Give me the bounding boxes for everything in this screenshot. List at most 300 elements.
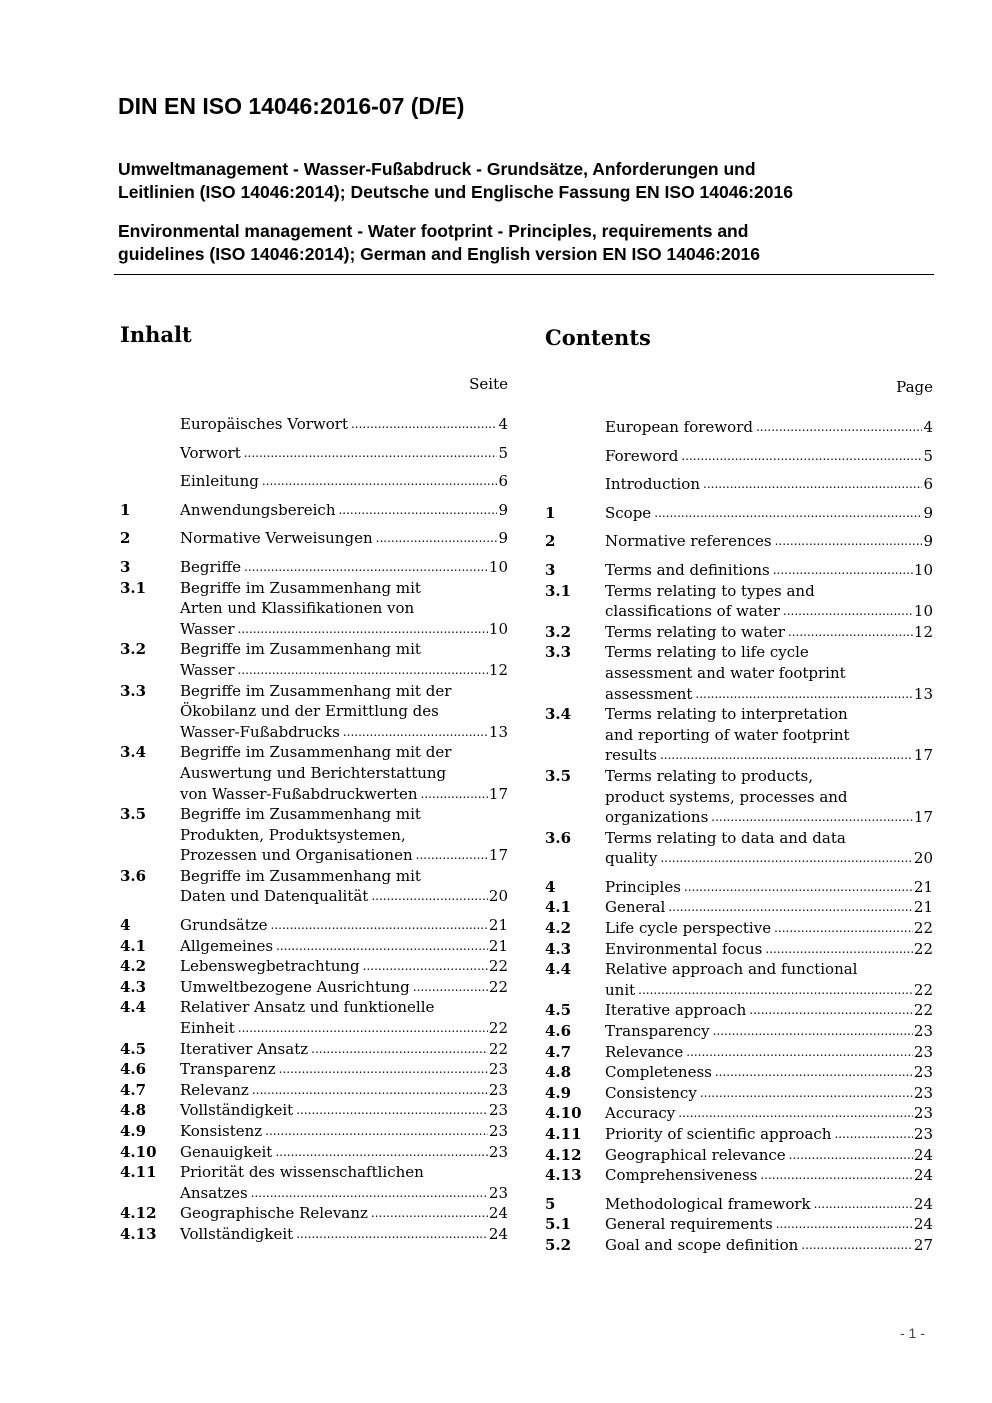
page-column-label: Seite (469, 375, 508, 393)
toc-entry-title: and reporting of water footprint (605, 725, 850, 744)
toc-entry-page: 12 (913, 622, 933, 641)
toc-entry-body (605, 1103, 933, 1124)
toc-entry-page: 9 (498, 500, 508, 519)
toc-entry-title: Goal and scope definition (605, 1235, 799, 1254)
toc-entry-title: Vollständigkeit (180, 1101, 294, 1120)
toc-entry-number: 3.4 (120, 743, 147, 762)
toc-entry-page: 27 (913, 1235, 933, 1254)
toc-entry-title: Auswertung und Berichterstattung (180, 763, 447, 782)
toc-entry[interactable] (120, 639, 508, 680)
toc-entry-body (180, 1121, 508, 1142)
dot-leader (678, 1103, 913, 1124)
toc-entry-leader-line (180, 936, 508, 957)
toc-entry-number: 4.7 (120, 1080, 147, 1099)
dot-leader (343, 722, 488, 743)
toc-entry[interactable] (545, 918, 933, 939)
toc-entry-body (180, 443, 508, 464)
toc-entry[interactable] (545, 1145, 933, 1166)
toc-entry-leader-line (605, 503, 933, 524)
toc-entry-number: 3.5 (545, 766, 572, 785)
toc-entry-title: Relative approach and functional (605, 960, 858, 979)
toc-entry-body (605, 1194, 933, 1215)
toc-entry-title: Terms and definitions (605, 560, 770, 579)
toc-entry[interactable] (545, 959, 933, 1000)
toc-entry[interactable] (120, 1224, 508, 1245)
toc-entry-page: 17 (913, 746, 933, 765)
toc-entry-number: 2 (545, 532, 556, 551)
toc-entry-leader-line (180, 471, 508, 492)
toc-entry[interactable] (545, 474, 933, 495)
toc-entry-page: 10 (488, 619, 508, 638)
toc-entry-title: Completeness (605, 1063, 712, 1082)
toc-entry[interactable] (545, 1235, 933, 1256)
dot-leader (238, 660, 488, 681)
toc-entry-page: 23 (488, 1101, 508, 1120)
toc-entry-leader-line (605, 980, 933, 1001)
toc-entry-number: 3.6 (545, 828, 572, 847)
toc-entry-leader-line (180, 528, 508, 549)
toc-entry-title: Europäisches Vorwort (180, 415, 348, 433)
toc-entry[interactable] (545, 1042, 933, 1063)
toc-entry[interactable] (545, 766, 933, 828)
toc-entry-page: 24 (913, 1145, 933, 1164)
toc-entry-title: Comprehensiveness (605, 1166, 758, 1185)
dot-leader (251, 1183, 488, 1204)
toc-entry[interactable] (120, 500, 508, 521)
toc-entry-page: 22 (488, 957, 508, 976)
toc-entry-title: Wasser (180, 660, 235, 679)
toc-entry-title: quality (605, 849, 658, 868)
toc-entry-title: Vollständigkeit (180, 1224, 294, 1243)
dot-leader (765, 939, 913, 960)
toc-entry-body (605, 642, 933, 704)
toc-entry-leader-line (605, 560, 933, 581)
toc-entry-title: Ansatzes (180, 1183, 248, 1202)
toc-entry-title: Begriffe im Zusammenhang mit (180, 640, 421, 659)
toc-entry-body (605, 939, 933, 960)
toc-entry-page: 9 (923, 503, 933, 522)
toc-entry-title: Einleitung (180, 472, 259, 491)
toc-entry[interactable] (120, 443, 508, 464)
toc-entry-body (180, 956, 508, 977)
toc-entries (545, 417, 933, 1256)
toc-entry-page: 4 (498, 415, 508, 433)
toc-entry[interactable] (120, 956, 508, 977)
toc-entry[interactable] (120, 1142, 508, 1163)
dot-leader (789, 1145, 913, 1166)
dot-leader (756, 417, 923, 438)
toc-entry-number: 3.5 (120, 805, 147, 824)
toc-entry-number: 3.4 (545, 705, 572, 724)
toc-entry[interactable] (545, 1000, 933, 1021)
subtitle-english (118, 220, 934, 266)
toc-entry-title: Allgemeines (180, 936, 274, 955)
toc-entry-leader-line (605, 601, 933, 622)
toc-entry-leader-line (605, 1083, 933, 1104)
toc-entry-number (545, 474, 605, 495)
toc-entry-title: Grundsätze (180, 916, 268, 935)
toc-entry-page: 13 (488, 722, 508, 741)
toc-entry-leader-line (180, 660, 508, 681)
toc-entry-number (120, 414, 180, 435)
toc-entry-body (605, 622, 933, 643)
toc-entry-page: 20 (913, 849, 933, 868)
toc-entry-page: 13 (913, 684, 933, 703)
toc-entry-leader-line (180, 1224, 508, 1245)
toc-entry-leader-line (605, 918, 933, 939)
toc-entry-body (605, 1145, 933, 1166)
toc-entry-number (120, 443, 180, 464)
dot-leader (703, 474, 922, 495)
toc-entry-title: Begriffe im Zusammenhang mit (180, 866, 421, 885)
toc-entry-leader-line (180, 977, 508, 998)
toc-entry-number: 4 (120, 916, 131, 935)
toc-entry-leader-line (605, 446, 933, 467)
toc-entry-title: Relativer Ansatz und funktionelle (180, 998, 435, 1017)
toc-entry[interactable] (120, 936, 508, 957)
toc-entry-body (180, 1162, 508, 1203)
toc-entry-leader-line (180, 1183, 508, 1204)
toc-entry-title: unit (605, 980, 636, 999)
dot-leader (271, 915, 488, 936)
toc-entry-title: Lebenswegbetrachtung (180, 957, 360, 976)
toc-entry-body (180, 557, 508, 578)
toc-entry-number: 4.9 (545, 1083, 572, 1102)
toc-entry-body (180, 1224, 508, 1245)
toc-entry[interactable] (545, 622, 933, 643)
toc-entry[interactable] (545, 417, 933, 438)
toc-entry-page: 5 (498, 443, 508, 462)
toc-entry-leader-line (180, 619, 508, 640)
page-column-label: Page (896, 378, 933, 396)
toc-entry[interactable] (120, 528, 508, 549)
toc-entry-number: 4.10 (120, 1142, 157, 1161)
toc-entry-leader-line (180, 886, 508, 907)
toc-entry-body (605, 581, 933, 622)
toc-entry-number: 4.5 (545, 1001, 572, 1020)
dot-leader (654, 503, 922, 524)
toc-entry-number: 4.4 (545, 960, 572, 979)
toc-entry[interactable] (120, 997, 508, 1038)
toc-entry[interactable] (120, 804, 508, 866)
subtitle-english-line: guidelines (ISO 14046:2014); German and English version EN ISO 14046:2016 (118, 244, 760, 264)
toc-entry-leader-line (605, 417, 933, 438)
toc-entry-title: Konsistenz (180, 1122, 263, 1140)
toc-entry-page: 21 (913, 898, 933, 917)
toc-entry[interactable] (545, 1194, 933, 1215)
toc-entry-body (605, 897, 933, 918)
toc-entry-leader-line (180, 557, 508, 578)
toc-entry-page: 9 (498, 529, 508, 548)
toc-entry-body (605, 828, 933, 869)
toc-entry-leader-line (605, 807, 933, 828)
toc-entry-number: 3.3 (120, 681, 147, 700)
toc-entry-page: 23 (488, 1080, 508, 1099)
toc-entry-body (605, 531, 933, 552)
toc-entry-title: assessment and water footprint (605, 663, 846, 682)
dot-leader (776, 1214, 913, 1235)
dot-leader (749, 1000, 913, 1021)
toc-entry[interactable] (545, 1062, 933, 1083)
toc-entry[interactable] (545, 531, 933, 552)
toc-entry-title: Environmental focus (605, 939, 763, 958)
toc-entry-body (605, 503, 933, 524)
toc-entry[interactable] (545, 897, 933, 918)
toc-entry-title: classifications of water (605, 602, 780, 621)
toc-entry-title: Vorwort (180, 443, 241, 462)
dot-leader (773, 560, 913, 581)
toc-entry-page: 24 (913, 1215, 933, 1234)
toc-entry-title: Produkten, Produktsystemen, (180, 825, 406, 844)
toc-entry-page: 23 (913, 1104, 933, 1123)
toc-entry-number: 3.2 (545, 622, 572, 641)
toc-entry-body (605, 1083, 933, 1104)
toc-entry-leader-line (180, 722, 508, 743)
toc-entry[interactable] (120, 1121, 508, 1142)
toc-entry[interactable] (120, 742, 508, 804)
dot-leader (265, 1121, 488, 1142)
dot-leader (416, 845, 488, 866)
toc-entry-leader-line (180, 1018, 508, 1039)
toc-entry-page: 23 (488, 1142, 508, 1161)
toc-entry-page: 22 (913, 1001, 933, 1020)
toc-entry[interactable] (120, 1203, 508, 1224)
page-number: - 1 - (900, 1325, 925, 1341)
toc-entry-page: 22 (488, 977, 508, 996)
toc-entry-page: 12 (488, 660, 508, 679)
toc-entry-body (605, 1021, 933, 1042)
toc-entry[interactable] (120, 1162, 508, 1203)
toc-entry-page: 23 (488, 1060, 508, 1079)
toc-entry-leader-line (605, 1000, 933, 1021)
toc-entry-title: Wasser (180, 619, 235, 638)
dot-leader (788, 622, 913, 643)
toc-entry-title: Principles (605, 877, 681, 896)
toc-entry-page: 23 (488, 1122, 508, 1140)
toc-entry[interactable] (120, 471, 508, 492)
toc-entry[interactable] (545, 1103, 933, 1124)
toc-entry-number: 4.8 (120, 1101, 147, 1120)
toc-entry-body (180, 1039, 508, 1060)
toc-entry-number: 4 (545, 877, 556, 896)
toc-entry[interactable] (120, 1059, 508, 1080)
toc-entry[interactable] (545, 642, 933, 704)
dot-leader (715, 1062, 913, 1083)
toc-entry-title: Consistency (605, 1083, 697, 1102)
toc-entry-title: Wasser-Fußabdrucks (180, 722, 340, 741)
toc-entry-leader-line (180, 845, 508, 866)
toc-entry[interactable] (545, 1214, 933, 1235)
toc-entry-leader-line (605, 622, 933, 643)
toc-entry-leader-line (605, 897, 933, 918)
toc-entry[interactable] (545, 560, 933, 581)
toc-entry[interactable] (120, 1080, 508, 1101)
toc-entry-title: Life cycle perspective (605, 919, 772, 938)
toc-entry-number: 4.1 (545, 898, 572, 917)
toc-entry-number: 5.2 (545, 1235, 572, 1254)
toc-entry-number: 4.6 (545, 1022, 572, 1041)
toc-entry-title: Terms relating to products, (605, 766, 814, 785)
toc-entry-leader-line (605, 1194, 933, 1215)
toc-entry-title: General (605, 898, 666, 917)
dot-leader (711, 807, 913, 828)
subtitle-german-line: Leitlinien (ISO 14046:2014); Deutsche und Englische Fassung EN ISO 14046:2016 (118, 182, 793, 202)
dot-leader (638, 980, 913, 1001)
toc-entry-page: 10 (913, 602, 933, 621)
dot-leader (695, 684, 913, 705)
toc-entry-title: Terms relating to water (605, 622, 785, 641)
toc-entry-title: Iterativer Ansatz (180, 1039, 309, 1058)
toc-entry-leader-line (605, 1235, 933, 1256)
toc-entries (120, 414, 508, 1245)
toc-entry-page: 21 (913, 877, 933, 896)
toc-entry-body (180, 471, 508, 492)
dot-leader (376, 528, 498, 549)
toc-entry-title: Einheit (180, 1019, 235, 1038)
toc-entry[interactable] (120, 414, 508, 435)
toc-entry-number (545, 417, 605, 438)
toc-entry-number: 4.10 (545, 1104, 582, 1123)
toc-entry[interactable] (120, 1100, 508, 1121)
toc-entry[interactable] (545, 1083, 933, 1104)
toc-entry-number: 4.4 (120, 998, 147, 1017)
toc-entry-number (545, 446, 605, 467)
toc-entry-leader-line (180, 414, 508, 435)
toc-entry-page: 22 (913, 980, 933, 999)
dot-leader (296, 1224, 488, 1245)
toc-entry-page: 17 (488, 846, 508, 865)
toc-entry-body (605, 446, 933, 467)
toc-entry-page: 10 (488, 557, 508, 576)
dot-leader (760, 1165, 913, 1186)
toc-entry-page: 6 (498, 472, 508, 491)
toc-entry-title: Umweltbezogene Ausrichtung (180, 977, 410, 996)
toc-entry-body (180, 936, 508, 957)
toc-entry-title: product systems, processes and (605, 787, 848, 806)
toc-entry[interactable] (120, 915, 508, 936)
toc-entry-title: Priorität des wissenschaftlichen (180, 1163, 424, 1182)
dot-leader (244, 557, 488, 578)
toc-entry[interactable] (545, 503, 933, 524)
header-divider (114, 274, 934, 275)
toc-entry[interactable] (120, 866, 508, 907)
toc-entry-title: Relevance (605, 1042, 684, 1061)
toc-entry-body (605, 1062, 933, 1083)
toc-entry[interactable] (545, 828, 933, 869)
toc-entry-number: 4.2 (120, 957, 147, 976)
toc-entry-body (180, 681, 508, 743)
toc-entry-title: Terms relating to data and data (605, 828, 846, 847)
toc-entry-page: 5 (923, 446, 933, 465)
toc-entry[interactable] (120, 681, 508, 743)
toc-entry-body (605, 1000, 933, 1021)
toc-entry-body (605, 1165, 933, 1186)
toc-entry-number: 4.6 (120, 1060, 147, 1079)
toc-entry-leader-line (605, 877, 933, 898)
toc-entry-title: Prozessen und Organisationen (180, 846, 413, 865)
toc-entry[interactable] (545, 877, 933, 898)
toc-entry-leader-line (605, 1062, 933, 1083)
toc-entry-page: 6 (923, 475, 933, 494)
dot-leader (351, 414, 497, 435)
toc-entry-number: 4.11 (545, 1125, 582, 1143)
dot-leader (296, 1100, 488, 1121)
toc-entry-page: 24 (488, 1204, 508, 1223)
toc-entry[interactable] (545, 446, 933, 467)
dot-leader (775, 531, 923, 552)
toc-entry-leader-line (605, 1103, 933, 1124)
toc-entry-number: 5.1 (545, 1215, 572, 1234)
toc-entry-title: Begriffe im Zusammenhang mit (180, 578, 421, 597)
toc-entry-page: 21 (488, 916, 508, 935)
toc-entry-page: 24 (913, 1166, 933, 1185)
toc-entry-body (180, 742, 508, 804)
toc-entry-title: von Wasser-Fußabdruckwerten (180, 784, 418, 803)
toc-entry-body (605, 766, 933, 828)
dot-leader (783, 601, 913, 622)
dot-leader (713, 1021, 913, 1042)
toc-entry-body (180, 414, 508, 435)
toc-entry-number: 4.1 (120, 936, 147, 955)
toc-entry-number: 4.13 (120, 1224, 157, 1243)
toc-entry[interactable] (545, 1124, 933, 1145)
toc-entry-title: Normative references (605, 532, 772, 551)
toc-entry[interactable] (545, 581, 933, 622)
dot-leader (660, 848, 913, 869)
dot-leader (700, 1083, 913, 1104)
toc-entry-body (605, 1214, 933, 1235)
toc-entry-body (180, 500, 508, 521)
toc-entry-body (180, 1142, 508, 1163)
toc-entry-leader-line (180, 1121, 508, 1142)
toc-entry-body (605, 959, 933, 1000)
dot-leader (413, 977, 488, 998)
toc-entry-body (180, 997, 508, 1038)
toc-entry-title: Methodological framework (605, 1194, 811, 1213)
toc-entry-number: 3.1 (120, 578, 147, 597)
toc-entry-title: Priority of scientific approach (605, 1125, 832, 1143)
toc-entry-page: 24 (488, 1224, 508, 1243)
toc-entry-title: assessment (605, 684, 693, 703)
dot-leader (279, 1059, 488, 1080)
toc-entry-number: 3.2 (120, 640, 147, 659)
toc-entry-number: 4.9 (120, 1122, 147, 1140)
toc-entry-title: Terms relating to types and (605, 581, 815, 600)
toc-entry[interactable] (545, 939, 933, 960)
toc-entry-number: 3 (120, 557, 131, 576)
toc-entry[interactable] (120, 578, 508, 640)
toc-entry[interactable] (120, 977, 508, 998)
toc-entry[interactable] (545, 1021, 933, 1042)
dot-leader (363, 956, 488, 977)
toc-entry-leader-line (605, 1214, 933, 1235)
toc-entry[interactable] (120, 1039, 508, 1060)
toc-entry[interactable] (545, 704, 933, 766)
toc-entry-page: 23 (913, 1022, 933, 1041)
toc-entry-page: 9 (923, 532, 933, 551)
toc-entry-number: 4.12 (120, 1204, 157, 1223)
toc-entry-leader-line (180, 956, 508, 977)
toc-entry-leader-line (605, 848, 933, 869)
toc-entry[interactable] (120, 557, 508, 578)
dot-leader (421, 784, 488, 805)
toc-entry-number: 1 (545, 503, 556, 522)
toc-entry-body (605, 417, 933, 438)
toc-entry-number: 4.12 (545, 1145, 582, 1164)
subtitle-english-line: Environmental management - Water footprint - Principles, requirements and (118, 221, 749, 241)
toc-entry[interactable] (545, 1165, 933, 1186)
toc-entry-page: 23 (913, 1042, 933, 1061)
